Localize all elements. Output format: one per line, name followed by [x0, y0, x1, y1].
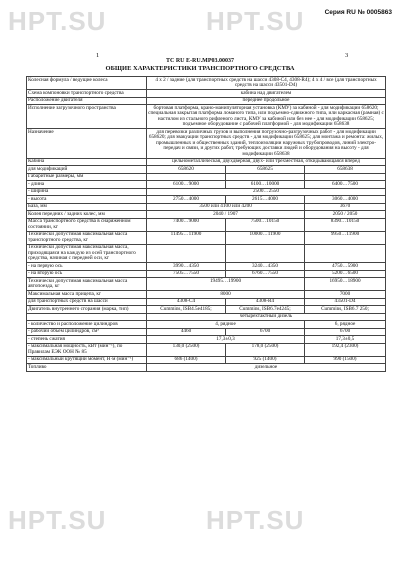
table-row [27, 343, 386, 356]
parameter-label: - количество и расположение цилиндров [27, 321, 147, 329]
specification-table [26, 76, 386, 372]
table-row [27, 298, 386, 306]
parameter-label: Двигатель внутреннего сгорания (марка, тип) [27, 306, 147, 314]
table-row [27, 278, 386, 291]
parameter-label: Колея передних / задних колес, мм [27, 211, 147, 219]
parameter-value: 6700 [226, 328, 305, 336]
parameter-value: Cummins, ISB6.7 250; [305, 306, 386, 314]
table-row [27, 166, 386, 174]
parameter-value [305, 173, 386, 181]
parameter-value: 178,0 (2500) [226, 343, 305, 356]
parameter-label: База, мм [27, 203, 147, 211]
parameter-value: 6700 [305, 328, 386, 336]
parameter-label: Топливо [27, 364, 147, 372]
parameter-value: 3990…4350 [147, 263, 226, 271]
parameter-value: 192,4 (2300) [305, 343, 386, 356]
parameter-value: 130,0 (2500) [147, 343, 226, 356]
parameter-value: 6, рядное [305, 321, 386, 329]
table-row [27, 188, 386, 196]
characteristic-label: Схема компоновки транспортного средства [27, 90, 147, 98]
watermark: HPT.SU [8, 6, 107, 36]
parameter-value: 6400…7500 [305, 181, 386, 189]
parameter-label [27, 313, 147, 321]
characteristic-value: кабина над двигателем [147, 90, 386, 98]
parameter-value: 6100…9000 [147, 181, 226, 189]
parameter-label: - высота [27, 196, 147, 204]
table-row [27, 270, 386, 278]
table-row [27, 313, 386, 321]
characteristic-value: для перевозки различных грузов и выполнения погрузочно-разгрузочных работ - для модификации 658620; для эвакуации транспортных средств - для модификации 658625; для монтажа и ремонта: жилых, промышленных и общественных зданий, теплоизоляции наружных трубопроводов, линий электро-передач и связи, и других работ, требующих доставки людей и оборудования на высоту - для модификации 658638 [147, 129, 386, 159]
parameter-value: 8000 [147, 291, 305, 299]
parameter-label: - степень сжатия [27, 336, 147, 344]
characteristic-value: бортовая платформа, крано-манипуляторная установка (КМУ) за кабиной - для модификации 658620; специальная закрытая платформа ломаного типа, или подъемно-сдвижного типа, или каркасная (рамная) с настилом из стального рифленого листа, КМУ за кабиной или без нее - для модификации 658625; подъемное оборудование с рабочей платформой - для модификации 658638 [148, 104, 384, 127]
parameter-value [226, 173, 305, 181]
parameter-value: 2500…2550 [147, 188, 386, 196]
parameter-label: - на вторую ось [27, 270, 147, 278]
parameter-label: Масса транспортного средства в снаряженном состоянии, кг [27, 218, 147, 231]
parameter-value: 17,3±0,5 [305, 336, 386, 344]
table-row [27, 203, 386, 211]
table-row [27, 173, 386, 181]
parameter-value: 3060…4000 [305, 196, 386, 204]
table-row [27, 263, 386, 271]
parameter-value: Cummins, ISB4.5e4185; [147, 306, 226, 314]
table-row [27, 336, 386, 344]
parameter-value: 7500…10150 [226, 218, 305, 231]
parameter-label: - максимальный крутящий момент, Н·м (мин⁻¹) [27, 356, 147, 364]
table-row [27, 321, 386, 329]
modification-header: 658620 [147, 166, 226, 174]
page-number-right: 3 [345, 52, 349, 59]
parameter-value: 8390…10150 [305, 218, 386, 231]
characteristic-value: 4 x 2 / задние (для транспортных средств на шасси 4308-С4, 4308-R4); 4 x 4 / все (для транспортных средств на шасси 43501-D4) [147, 77, 386, 90]
modification-header: 658638 [305, 166, 386, 174]
table-row [27, 218, 386, 231]
parameter-value: 3240…4350 [226, 263, 305, 271]
parameter-value [226, 244, 305, 263]
parameter-value: 990 (1500) [305, 356, 386, 364]
parameter-value: 2615…4000 [226, 196, 305, 204]
characteristic-value: переднее продольное [147, 97, 386, 105]
characteristic-label: Расположение двигателя [27, 97, 147, 105]
document-title: ОБЩИЕ ХАРАКТЕРИСТИКИ ТРАНСПОРТНОГО СРЕДСТВА [105, 65, 295, 72]
parameter-label: Технически допустимая максимальная масса, приходящаяся на каждую из осей транспортного средства, начиная с передней оси, кг [27, 244, 147, 263]
parameter-value: 2750…4000 [147, 196, 226, 204]
table-row [27, 196, 386, 204]
parameter-value: 686 (1400) [147, 356, 226, 364]
series-number: Серия RU № 0005863 [324, 9, 392, 16]
parameter-label: Технически допустимая максимальная масса автопоезда, кг [27, 278, 147, 291]
parameter-note: четырехтактный дизель [147, 313, 386, 321]
chassis-label: для транспортных средств на шасси [27, 298, 147, 306]
document-code: ТС RU Е-RU.МР03.00037 [166, 58, 234, 64]
parameter-label: Габаритные размеры, мм [27, 173, 147, 181]
parameter-label: - на первую ось [27, 263, 147, 271]
parameter-value: дизельное [147, 364, 386, 372]
parameter-value: 11495…11900 [147, 231, 226, 244]
parameter-value: 6760…7550 [226, 270, 305, 278]
parameter-value: 19495…19900 [147, 278, 305, 291]
parameter-value: Cummins, ISB6.7e4245; [226, 306, 305, 314]
parameter-value: 9950…11900 [305, 231, 386, 244]
table-row [27, 231, 386, 244]
chassis-header: 4308-R4 [226, 298, 305, 306]
table-row [27, 364, 386, 372]
table-row [27, 97, 386, 105]
parameter-value: 2050 / 2050 [305, 211, 386, 219]
table-row [27, 105, 386, 129]
table-row [27, 77, 386, 90]
table-row [27, 181, 386, 189]
parameter-value: 3670 [305, 203, 386, 211]
parameter-value: 7505…7550 [147, 270, 226, 278]
chassis-header: 4308-С4 [147, 298, 226, 306]
watermark: HPT.SU [206, 6, 305, 36]
modifications-label: для модификаций [27, 166, 147, 174]
characteristic-label: Назначение [27, 129, 147, 159]
parameter-label: Технически допустимая максимальная масса транспортного средства, кг [27, 231, 147, 244]
parameter-value [305, 244, 386, 263]
watermark: HPT.SU [206, 505, 305, 535]
table-row [27, 158, 386, 166]
page-number-left: 1 [96, 52, 100, 59]
parameter-value [147, 173, 226, 181]
characteristic-label: Исполнение загрузочного пространства [27, 105, 147, 129]
parameter-label: - максимальная мощность, кВт (мин⁻¹), по Правилам ЕЭК ООН № 85 [27, 343, 147, 356]
parameter-value: 17,3±0,3 [147, 336, 305, 344]
characteristic-label: Кабина [27, 158, 147, 166]
parameter-label: Максимальная масса прицепа, кг [27, 291, 147, 299]
parameter-value: 3500 или 4100 или 4200 [147, 203, 305, 211]
chassis-header: 43501-D4 [305, 298, 386, 306]
table-row [27, 328, 386, 336]
parameter-value: 4460 [147, 328, 226, 336]
table-row [27, 356, 386, 364]
parameter-value: 4, рядное [147, 321, 305, 329]
table-row [27, 244, 386, 263]
parameter-label: - длина [27, 181, 147, 189]
parameter-label: - ширина [27, 188, 147, 196]
parameter-value [147, 244, 226, 263]
modification-header: 658625 [226, 166, 305, 174]
parameter-value: 925 (1400) [226, 356, 305, 364]
characteristic-value: цельнометаллическая, двухдверная, двух- или трехместная, откидывающаяся вперед [147, 158, 386, 166]
parameter-value: 7000 [305, 291, 386, 299]
parameter-label: - рабочий объем цилиндров, см³ [27, 328, 147, 336]
parameter-value: 4750…5900 [305, 263, 386, 271]
parameter-value: 2040 / 1907 [147, 211, 305, 219]
table-row [27, 90, 386, 98]
table-row [27, 211, 386, 219]
parameter-value: 16950…18900 [305, 278, 386, 291]
parameter-value: 6100…10000 [226, 181, 305, 189]
parameter-value: 7400…9000 [147, 218, 226, 231]
parameter-value: 5200…6500 [305, 270, 386, 278]
parameter-value: 10000…11900 [226, 231, 305, 244]
table-row [27, 291, 386, 299]
characteristic-label: Колесная формула / ведущие колеса [27, 77, 147, 90]
watermark: HPT.SU [8, 505, 107, 535]
table-row [27, 129, 386, 159]
table-row [27, 306, 386, 314]
